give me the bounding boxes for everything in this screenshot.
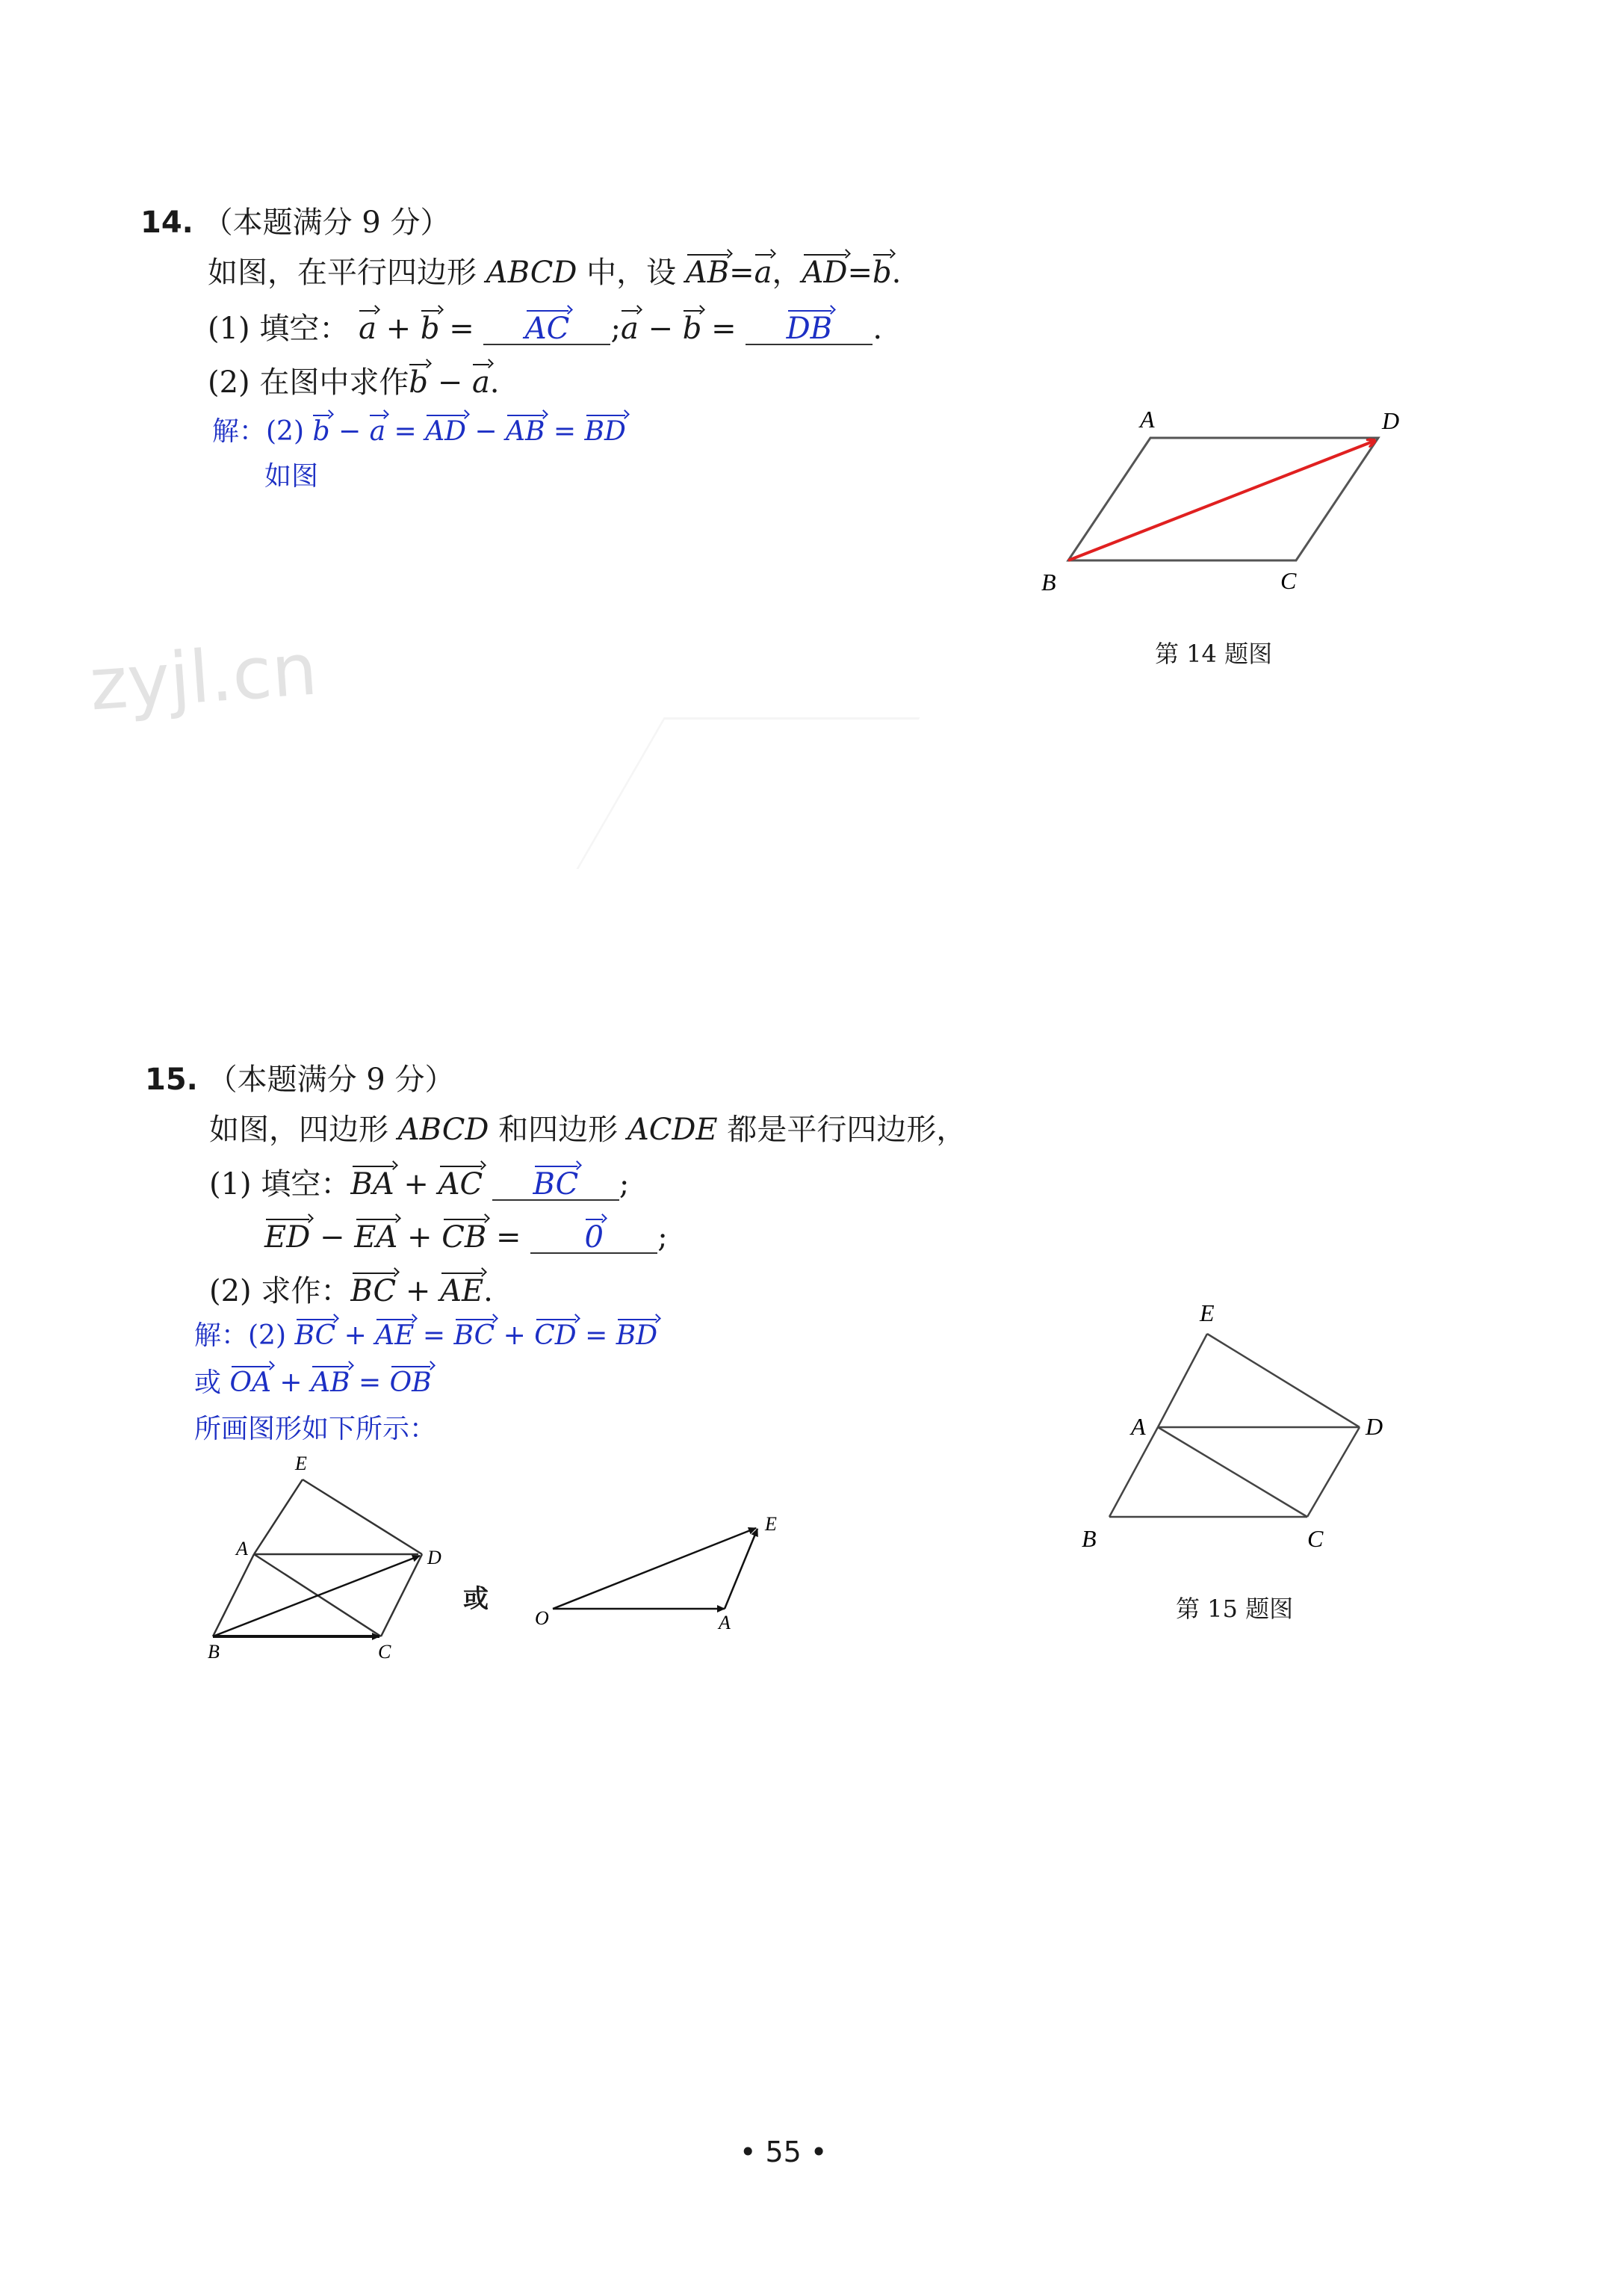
label-D: D	[427, 1547, 441, 1568]
edge-ED	[303, 1479, 422, 1554]
q15-or-between-figures: 或	[463, 1584, 489, 1614]
period: .	[873, 312, 883, 346]
vector-EA: EA	[354, 1220, 398, 1255]
q15-part2: (2) 求作：BC + AE.	[209, 1274, 493, 1308]
vector-CB: CB	[441, 1220, 487, 1255]
period: .	[489, 365, 500, 400]
q15-shape-name-2: ACDE	[627, 1113, 718, 1147]
bleed-through-shape	[576, 717, 920, 869]
q15-stem-mid: 和四边形	[498, 1113, 619, 1147]
vector-BA: BA	[350, 1167, 394, 1202]
q14-figure	[1031, 396, 1419, 605]
vector-AE: AE	[440, 1274, 484, 1308]
q15-solution-prefix: 解：(2)	[194, 1320, 286, 1351]
q15-header	[145, 1065, 454, 1095]
q15-or-word: 或	[194, 1367, 222, 1398]
vector-AD: AD	[425, 416, 466, 447]
label-A: A	[1140, 406, 1155, 433]
vector-OB: OB	[389, 1367, 432, 1398]
q14-part1-label: (1) 填空：	[208, 312, 350, 346]
arrow-OE	[553, 1528, 756, 1609]
q15-stem-suffix: 都是平行四边形，	[727, 1113, 967, 1147]
vector-CD: CD	[534, 1320, 577, 1351]
q15-solution-line1: 解：(2) BC + AE = BC + CD = BD	[194, 1320, 658, 1351]
vector-AB: AB	[506, 416, 545, 447]
equals-sign: =	[847, 256, 873, 290]
q15-stem	[209, 1115, 966, 1145]
q14-answer-blank-2	[746, 314, 873, 345]
q14-solution-prefix: 解：(2)	[212, 416, 304, 447]
vector-b: b	[420, 312, 440, 346]
q15-part2-label: (2) 求作：	[209, 1274, 351, 1308]
q15-stem-prefix: 如图，四边形	[209, 1113, 388, 1147]
q14-part1: (1) 填空： a + b = AC ;a − b = DB .	[208, 312, 883, 346]
vector-b: b	[682, 312, 702, 346]
vector-BC: BC	[294, 1320, 336, 1351]
label-B: B	[208, 1641, 220, 1663]
vector-b: b	[409, 365, 428, 400]
q14-part2-text: (2) 在图中求作	[208, 365, 409, 400]
q15-score: （本题满分 9 分）	[207, 1063, 455, 1097]
equals-sign: =	[449, 312, 474, 346]
page-number: • 55 •	[740, 2136, 828, 2168]
vector-a: a	[754, 256, 772, 290]
vector-a: a	[369, 416, 386, 447]
q14-part2: (2) 在图中求作b − a.	[208, 365, 500, 400]
q14-stem	[208, 258, 901, 288]
label-C: C	[1307, 1525, 1324, 1552]
label-A: A	[1131, 1413, 1146, 1440]
vector-BC: BC	[453, 1320, 495, 1351]
q14-stem-prefix: 如图，在平行四边形	[208, 256, 477, 290]
period: .	[891, 256, 902, 290]
q15-part1-line1: (1) 填空：BA + AC BC ;	[209, 1167, 630, 1202]
vector-BD-red	[1068, 441, 1374, 560]
watermark: zyjl.cn	[87, 627, 320, 727]
edge-BA	[213, 1554, 254, 1636]
q15-part1-label: (1) 填空：	[209, 1167, 351, 1202]
label-C: C	[1280, 567, 1297, 594]
vector-BD: BD	[616, 1320, 658, 1351]
vector-a: a	[359, 312, 376, 346]
edge-BA	[1109, 1427, 1158, 1517]
label-C: C	[378, 1641, 391, 1663]
q14-stem-mid: 中，设	[586, 256, 677, 290]
vector-ED: ED	[264, 1220, 311, 1255]
q14-answer-blank-1	[483, 314, 610, 345]
label-E: E	[1200, 1299, 1215, 1326]
q15-solution-desc: 所画图形如下所示：	[194, 1414, 437, 1444]
edge-ED	[1207, 1334, 1360, 1427]
arrow-AE	[725, 1529, 757, 1609]
vector-BC: BC	[350, 1274, 397, 1308]
label-B: B	[1082, 1525, 1097, 1552]
edge-AC	[1158, 1427, 1307, 1517]
q14-answer-2: DB	[786, 312, 833, 346]
q15-solution-figure-2	[523, 1502, 792, 1636]
edge-CD	[1307, 1427, 1360, 1517]
q15-solution-figure	[194, 1446, 478, 1670]
q15-answer-blank-1	[492, 1169, 619, 1201]
q14-solution: 解：(2) b − a = AD − AB = BD	[212, 416, 626, 447]
q15-shape-name-1: ABCD	[397, 1113, 489, 1147]
q14-figure-caption: 第 14 题图	[1155, 640, 1273, 668]
edge-EA	[254, 1479, 303, 1554]
q15-answer-2: 0	[584, 1220, 604, 1255]
vector-b: b	[312, 416, 330, 447]
vector-AB: AB	[311, 1367, 350, 1398]
label-O: O	[535, 1607, 549, 1629]
vector-AB: AB	[685, 256, 730, 290]
arrow-BD	[213, 1556, 420, 1636]
q14-number: 14.	[140, 205, 193, 240]
label-E: E	[765, 1513, 777, 1535]
q15-solution-line2: 或 OA + AB = OB	[194, 1367, 432, 1398]
label-A: A	[236, 1538, 248, 1559]
comma: ，	[772, 256, 802, 290]
q15-part1-line2: ED − EA + CB = 0 ;	[264, 1220, 668, 1255]
label-B: B	[1041, 569, 1056, 596]
vector-BD: BD	[584, 416, 626, 447]
label-D: D	[1382, 407, 1400, 434]
vector-AC: AC	[438, 1167, 483, 1202]
vector-AD: AD	[802, 256, 848, 290]
edge-CD	[381, 1554, 422, 1636]
equals-sign: =	[711, 312, 737, 346]
vector-a: a	[471, 365, 490, 400]
equals-sign: =	[729, 256, 754, 290]
q14-shape-name: ABCD	[486, 256, 577, 290]
q14-score: （本题满分 9 分）	[202, 205, 450, 240]
q15-number: 15.	[145, 1063, 198, 1097]
q14-answer-1: AC	[524, 312, 570, 346]
q15-figure	[1068, 1293, 1397, 1562]
vector-b: b	[873, 256, 892, 290]
q15-answer-1: BC	[533, 1167, 579, 1202]
edge-EA	[1158, 1334, 1207, 1427]
vector-a: a	[620, 312, 639, 346]
q15-answer-blank-2	[530, 1222, 657, 1254]
label-A: A	[719, 1612, 731, 1633]
label-D: D	[1366, 1413, 1383, 1440]
label-E: E	[295, 1453, 307, 1474]
q14-header	[140, 205, 450, 240]
vector-OA: OA	[229, 1367, 271, 1398]
q15-figure-caption: 第 15 题图	[1176, 1595, 1294, 1623]
q14-solution-note: 如图	[264, 461, 319, 492]
vector-AE: AE	[375, 1320, 415, 1351]
